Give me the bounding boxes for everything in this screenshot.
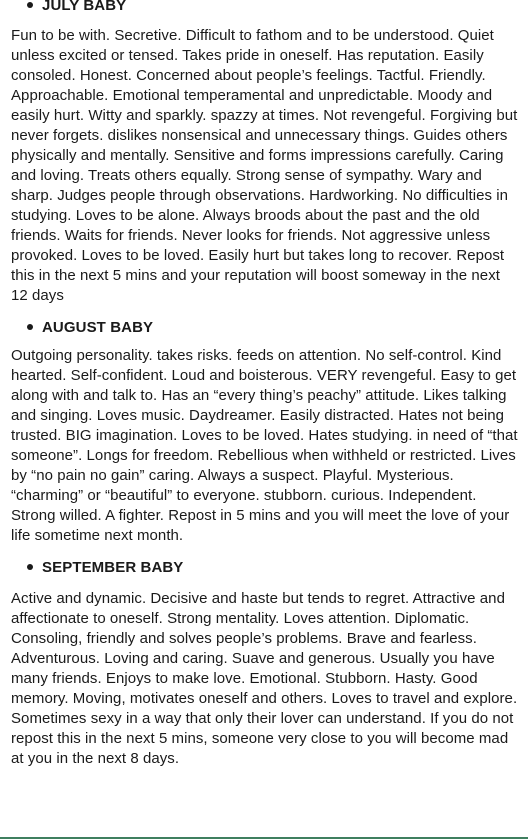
section-july-baby	[11, 0, 518, 306]
section-heading-september	[27, 556, 518, 578]
section-title: AUGUST BABY	[42, 318, 154, 336]
bullet-icon	[27, 2, 33, 8]
bullet-icon	[27, 324, 33, 330]
section-body: Outgoing personality. takes risks. feeds on attention. No self-control. Kind hearted. Self-confident. Loud and boisterous. VERY revengeful. Easy to get along with and talk to. Has an “every thing’s peachy” attitude. Likes talking and singing. Loves music. Daydreamer. Easily distracted. Hates not being trusted. BIG imagination. Loves to be loved. Hates studying. in need of “that someone”. Longs for freedom. Rebellious when withheld or restricted. Lives by “no pain no gain” caring. Always a suspect. Playful. Mysterious. “charming” or “beautiful” to everyone. stubborn. curious. Independent. Strong willed. A fighter. Repost in 5 mins and you will meet the love of your life sometime next month.	[11, 347, 518, 544]
section-heading-july	[27, 0, 518, 16]
section-body: Fun to be with. Secretive. Difficult to fathom and to be understood. Quiet unless excited or tensed. Takes pride in oneself. Has reputation. Easily consoled. Honest. Concerned about people’s feelings. Tactful. Friendly. Approachable. Emotional temperamental and unpredictable. Moody and easily hurt. Witty and sparkly. spazzy at times. Not revengeful. Forgiving but never forgets. dislikes nonsensical and unnecessary things. Guides others physically and mentally. Sensitive and forms impressions carefully. Caring and loving. Treats others equally. Strong sense of sympathy. Wary and sharp. Judges people through observations. Hardworking. No difficulties in studying. Loves to be alone. Always broods about the past and the old friends. Waits for friends. Never looks for friends. Not aggressive unless provoked. Loves to be loved. Easily hurt but takes long to recover. Repost this in the next 5 mins and your reputation will boost someway in the next 12 days	[11, 27, 518, 304]
bullet-icon	[27, 564, 33, 570]
section-title: SEPTEMBER BABY	[42, 558, 184, 576]
section-title: JULY BABY	[42, 0, 127, 14]
section-september-baby	[11, 556, 518, 769]
section-heading-august	[27, 316, 518, 338]
section-body: Active and dynamic. Decisive and haste but tends to regret. Attractive and affectionate to oneself. Strong mentality. Loves attention. Diplomatic. Consoling, friendly and solves people’s problems. Brave and fearless. Adventurous. Loving and caring. Suave and generous. Usually you have many friends. Enjoys to make love. Emotional. Stubborn. Hasty. Good memory. Moving, motivates oneself and others. Loves to travel and explore. Sometimes sexy in a way that only their lover can understand. If you do not repost this in the next 5 mins, someone very close to you will become mad at you in the next 8 days.	[11, 590, 518, 767]
section-august-baby	[11, 316, 518, 546]
